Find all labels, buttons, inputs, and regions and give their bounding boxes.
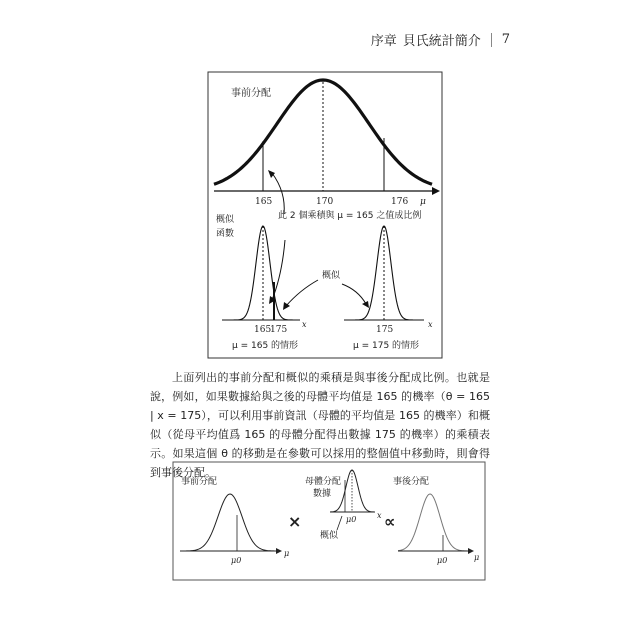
fig2-post-mu-symbol: μ bbox=[474, 553, 480, 562]
likelihood-label-1: 概似 bbox=[216, 215, 235, 225]
fig2-prior-label: 事前分配 bbox=[181, 477, 218, 487]
likelihood-curve-right bbox=[344, 226, 424, 320]
fig2-prior-curve bbox=[182, 494, 276, 551]
fig2-prior-axis-arrow bbox=[276, 548, 282, 554]
page-number: 7 bbox=[501, 32, 510, 47]
callout-arrow-left bbox=[286, 280, 318, 306]
callout-arrow-right bbox=[342, 284, 366, 304]
fig2-likelihood-pointer bbox=[337, 516, 342, 530]
tick-170: 170 bbox=[316, 197, 334, 207]
annotation-arrow-up bbox=[272, 173, 284, 214]
propto-symbol: ∝ bbox=[384, 512, 396, 531]
fig2-likelihood-label: 概似 bbox=[320, 531, 339, 541]
left-caption: μ = 165 的情形 bbox=[232, 341, 299, 351]
fig2-post-mu0: μ0 bbox=[437, 556, 448, 565]
fig2-prior-mu-symbol: μ bbox=[284, 549, 290, 558]
right-x-symbol: x bbox=[428, 320, 433, 329]
likelihood-label-2: 函數 bbox=[216, 229, 235, 239]
likelihood-callout: 概似 bbox=[322, 271, 341, 281]
left-tick-175: 175 bbox=[270, 325, 288, 335]
right-caption: μ = 175 的情形 bbox=[353, 341, 420, 351]
left-x-symbol: x bbox=[302, 320, 307, 329]
prior-label: 事前分配 bbox=[231, 88, 271, 99]
paragraph-text: 上面列出的事前分配和概似的乘積是與事後分配成比例。也就是說，例如，如果數據給與之後的母體平均值是 165 的機率（θ = 165 | x = 175），可以利用事前資訊（母體的平均值是 165 的機率）和概似（從母平均值爲 165 的母體分配得出數據 175 的機率）的乘積表示。如果這個 θ 的移動是在參數可以採用的整個值中移動時，則會得到事後分配。 bbox=[150, 371, 490, 479]
annotation-text: 此 2 個乘積與 μ = 165 之值成比例 bbox=[278, 211, 422, 221]
prior-axis-symbol: μ bbox=[420, 197, 426, 207]
fig2-mid-mu0: μ0 bbox=[346, 515, 357, 524]
right-tick-175: 175 bbox=[376, 325, 394, 335]
chapter-label: 序章 bbox=[370, 34, 397, 49]
body-paragraph bbox=[150, 368, 490, 482]
left-tick-165: 165 bbox=[254, 325, 272, 335]
times-symbol: × bbox=[288, 512, 302, 531]
annotation-arrowhead-up bbox=[268, 170, 275, 178]
callout-arrowhead-right bbox=[362, 301, 369, 308]
fig2-population-label: 母體分配 bbox=[305, 477, 342, 487]
annotation-line bbox=[278, 209, 421, 221]
fig2-prior-mu0: μ0 bbox=[231, 556, 242, 565]
tick-165: 165 bbox=[255, 197, 273, 207]
fig2-mid-x: x bbox=[377, 511, 382, 520]
chapter-title: 貝氏統計簡介 bbox=[402, 34, 481, 49]
fig2-data-label: 數據 bbox=[313, 489, 332, 499]
fig2-posterior-curve bbox=[398, 494, 468, 551]
tick-176: 176 bbox=[391, 197, 409, 207]
prior-x-axis-arrow bbox=[432, 187, 440, 195]
fig2-posterior-label: 事後分配 bbox=[393, 477, 430, 487]
